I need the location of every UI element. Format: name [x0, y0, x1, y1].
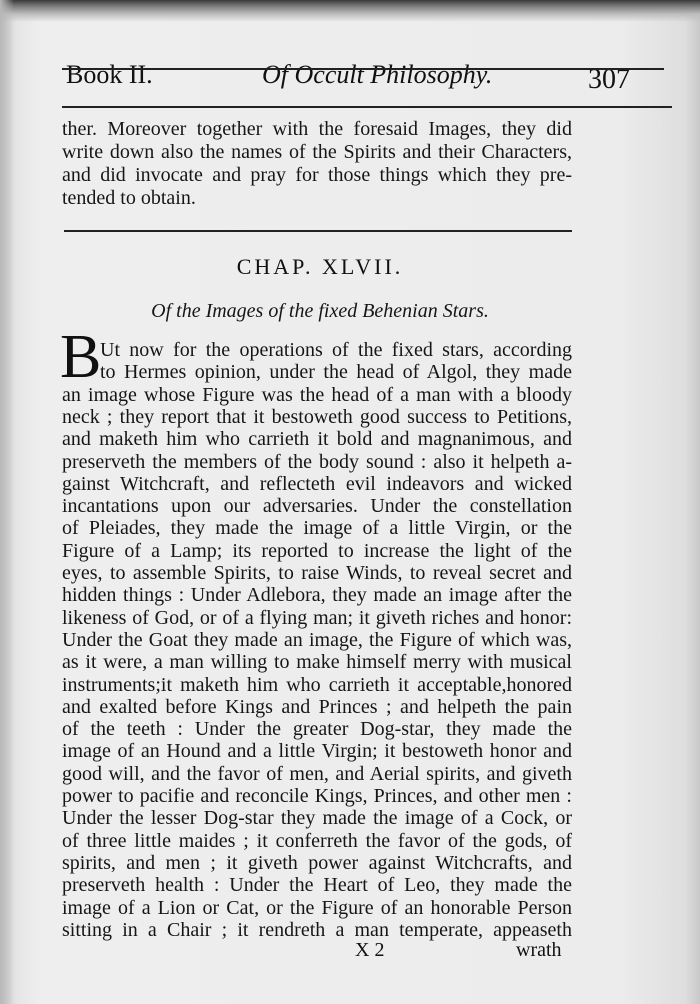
page-left-edge: [0, 0, 14, 1004]
body-line: power to pacifie and reconcile Kings, Princes, and other men :: [62, 785, 572, 807]
running-header: [66, 60, 638, 100]
intro-line: and did invocate and pray for those things which they pre-: [62, 164, 572, 186]
header-book-label: Book II.: [66, 60, 153, 89]
body-line: instruments;it maketh him who carrieth it acceptable,honored: [62, 673, 572, 696]
body-line: spirits, and men ; it giveth power against Witchcrafts, and: [62, 851, 572, 874]
body-line: of three little maides ; it conferreth the favor of the gods, of: [62, 829, 572, 852]
body-line: and exalted before Kings and Princes ; and helpeth the pain: [62, 695, 572, 718]
body-line: good will, and the favor of men, and Aerial spirits, and giveth: [62, 762, 572, 785]
body-line: image of a Lion or Cat, or the Figure of an honorable Person: [62, 896, 572, 919]
catchword: wrath: [516, 939, 562, 962]
page-top-shadow: [0, 0, 700, 22]
chapter-subtitle: Of the Images of the fixed Behenian Stars.: [151, 300, 489, 322]
body-line: to Hermes opinion, under the head of Algol, they made: [100, 361, 572, 384]
drop-cap: B: [60, 323, 102, 391]
body-line: Ut now for the operations of the fixed stars, according: [100, 339, 572, 361]
chapter-separator-rule: [64, 230, 572, 232]
header-rule-top: [62, 68, 664, 70]
body-line: likeness of God, or of a flying man; it giveth riches and honor:: [62, 606, 572, 629]
body-line: of Pleiades, they made the image of a little Virgin, or the: [62, 517, 572, 540]
body-line: preserveth the members of the body sound : also it helpeth a-: [62, 450, 572, 473]
body-line: Under the Goat they made an image, the Figure of which was,: [62, 628, 572, 651]
body-line: hidden things : Under Adlebora, they made an image after the: [62, 584, 572, 607]
intro-line: write down also the names of the Spirits and their Characters,: [62, 141, 572, 163]
intro-line: tended to obtain.: [62, 187, 196, 209]
body-line: incantations upon our adversaries. Under the constellation: [62, 495, 572, 518]
signature-mark: X 2: [355, 939, 385, 962]
body-line: Under the lesser Dog-star they made the image of a Cock, or: [62, 807, 572, 830]
body-line: of the teeth : Under the greater Dog-star, they made the: [62, 718, 572, 741]
body-line: and maketh him who carrieth it bold and magnanimous, and: [62, 428, 572, 451]
intro-line: ther. Moreover together with the foresaid Images, they did: [62, 118, 572, 140]
chapter-title: CHAP. XLVII.: [236, 254, 404, 279]
body-line: eyes, to assemble Spirits, to raise Winds, to reveal secret and: [62, 562, 572, 584]
body-line: image of an Hound and a little Virgin; it bestoweth honor and: [62, 740, 572, 763]
page-number: 307: [588, 64, 630, 95]
body-line: Figure of a Lamp; its reported to increase the light of the: [62, 539, 572, 562]
body-line: an image whose Figure was the head of a man with a bloody: [62, 383, 572, 406]
body-line: preserveth health : Under the Heart of Leo, they made the: [62, 874, 572, 897]
header-rule-bottom: [62, 106, 672, 108]
body-line: sitting in a Chair ; it rendreth a man temperate, appeaseth: [62, 918, 572, 941]
header-title: Of Occult Philosophy.: [262, 60, 493, 89]
body-line: gainst Witchcraft, and reflecteth evil indeavors and wicked: [62, 472, 572, 495]
body-line: neck ; they report that it bestoweth good success to Petitions,: [62, 405, 572, 428]
body-line: as it were, a man willing to make himself merry with musical: [62, 651, 572, 674]
